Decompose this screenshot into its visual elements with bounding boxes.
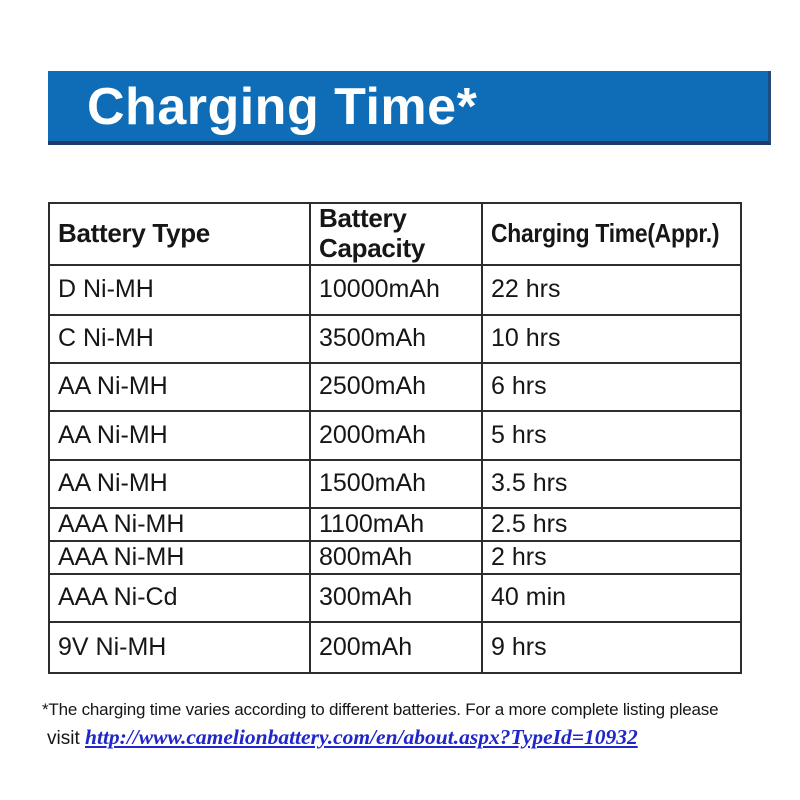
battery-type-cell: AA Ni-MH <box>49 363 310 411</box>
charging-time-cell: 3.5 hrs <box>482 460 741 508</box>
charging-time-cell: 9 hrs <box>482 622 741 673</box>
battery-capacity-cell: 3500mAh <box>310 315 482 363</box>
table-row <box>49 508 741 541</box>
footnote-visit-label: visit <box>47 728 80 749</box>
charging-time-cell: 2.5 hrs <box>482 508 741 541</box>
table-row <box>49 265 741 315</box>
footnote-text: *The charging time varies according to different batteries. For a more complete listing please <box>42 700 719 719</box>
battery-type-cell: AAA Ni-MH <box>49 508 310 541</box>
charging-time-cell: 40 min <box>482 574 741 622</box>
battery-capacity-cell: 2500mAh <box>310 363 482 411</box>
header-battery-type <box>49 203 310 265</box>
battery-capacity-cell: 200mAh <box>310 622 482 673</box>
table-row <box>49 411 741 460</box>
table-header-row <box>49 203 741 265</box>
table-row <box>49 574 741 622</box>
table-row <box>49 622 741 673</box>
header-charging-time <box>482 203 741 265</box>
table-row <box>49 315 741 363</box>
table-row <box>49 363 741 411</box>
battery-type-cell: AA Ni-MH <box>49 411 310 460</box>
battery-capacity-cell: 1500mAh <box>310 460 482 508</box>
battery-type-cell: AAA Ni-MH <box>49 541 310 574</box>
battery-type-cell: AA Ni-MH <box>49 460 310 508</box>
page-title: Charging Time* <box>87 78 478 136</box>
charging-time-cell: 2 hrs <box>482 541 741 574</box>
battery-type-cell: AAA Ni-Cd <box>49 574 310 622</box>
table-row <box>49 460 741 508</box>
battery-capacity-cell: 10000mAh <box>310 265 482 315</box>
footnote-visit-line <box>47 725 638 750</box>
table-row <box>49 541 741 574</box>
battery-table-body <box>49 265 741 673</box>
charging-time-cell: 6 hrs <box>482 363 741 411</box>
charging-time-table <box>48 202 742 674</box>
header-battery-capacity-label: Battery Capacity <box>319 203 425 263</box>
header-battery-type-label: Battery Type <box>58 217 210 248</box>
header-battery-capacity <box>310 203 482 265</box>
battery-type-cell: D Ni-MH <box>49 265 310 315</box>
battery-capacity-cell: 2000mAh <box>310 411 482 460</box>
camelion-battery-link[interactable]: http://www.camelionbattery.com/en/about.aspx?TypeId=10932 <box>85 725 638 749</box>
battery-type-cell: 9V Ni-MH <box>49 622 310 673</box>
header-charging-time-label: Charging Time(Appr.) <box>491 217 720 248</box>
battery-type-cell: C Ni-MH <box>49 315 310 363</box>
charging-time-banner <box>48 71 771 145</box>
battery-capacity-cell: 800mAh <box>310 541 482 574</box>
charging-time-cell: 10 hrs <box>482 315 741 363</box>
battery-capacity-cell: 300mAh <box>310 574 482 622</box>
charging-time-cell: 22 hrs <box>482 265 741 315</box>
battery-capacity-cell: 1100mAh <box>310 508 482 541</box>
charging-time-cell: 5 hrs <box>482 411 741 460</box>
